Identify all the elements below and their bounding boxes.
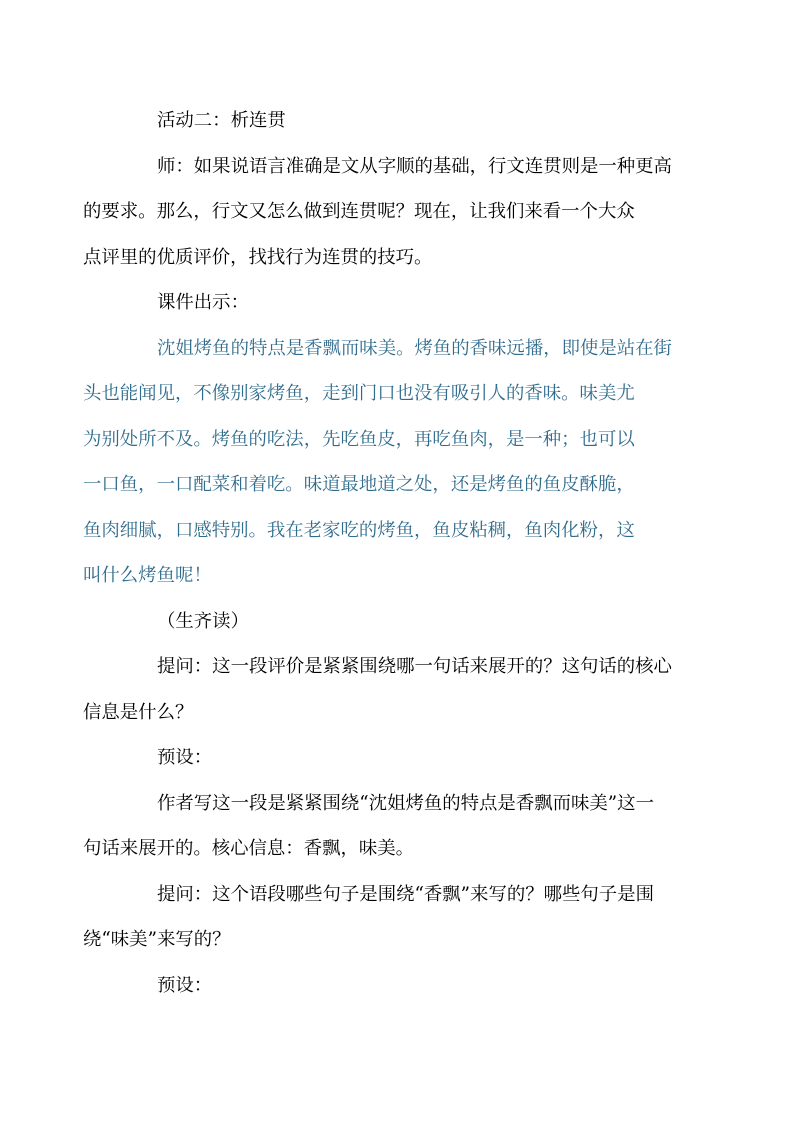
document-body bbox=[83, 98, 680, 1008]
question-1-line-1: 提问：这一段评价是紧紧围绕哪一句话来展开的？这句话的核心 bbox=[157, 656, 672, 677]
courseware-line-6: 叫什么烤鱼呢！ bbox=[83, 565, 212, 586]
preset-1-text: 预设： bbox=[157, 747, 213, 768]
teacher-line-1: 师：如果说语言准确是文从字顺的基础，行文连贯则是一种更高 bbox=[157, 155, 672, 177]
teacher-line-2: 的要求。那么，行文又怎么做到连贯呢？现在，让我们来看一个大众 bbox=[83, 201, 635, 222]
preset-2-text: 预设： bbox=[157, 974, 213, 996]
activity-heading bbox=[120, 98, 680, 144]
question-2-line-1: 提问：这个语段哪些句子是围绕“香飘”来写的？哪些句子是围 bbox=[157, 883, 654, 905]
courseware-label-text: 课件出示： bbox=[157, 292, 249, 313]
read-together-note bbox=[120, 599, 680, 645]
read-together-text: （生齐读） bbox=[157, 610, 249, 632]
courseware-paragraph bbox=[83, 326, 680, 599]
answer-1 bbox=[83, 781, 680, 872]
courseware-line-5: 鱼肉细腻，口感特别。我在老家吃的烤鱼，鱼皮粘稠，鱼肉化粉，这 bbox=[83, 519, 635, 541]
courseware-line-3: 为别处所不及。烤鱼的吃法，先吃鱼皮，再吃鱼肉，是一种；也可以 bbox=[83, 428, 635, 450]
courseware-line-4: 一口鱼，一口配菜和着吃。味道最地道之处，还是烤鱼的鱼皮酥脆， bbox=[83, 474, 635, 495]
preset-2-label bbox=[120, 963, 680, 1009]
answer-1-line-2: 句话来展开的。核心信息：香飘，味美。 bbox=[83, 838, 415, 859]
courseware-line-2: 头也能闻见，不像别家烤鱼，走到门口也没有吸引人的香味。味美尤 bbox=[83, 383, 635, 404]
courseware-line-1: 沈姐烤鱼的特点是香飘而味美。烤鱼的香味远播，即使是站在街 bbox=[157, 337, 672, 359]
question-2 bbox=[83, 872, 680, 963]
courseware-label bbox=[120, 280, 680, 326]
question-1-line-2: 信息是什么？ bbox=[83, 701, 194, 723]
question-1 bbox=[83, 644, 680, 735]
answer-1-line-1: 作者写这一段是紧紧围绕“沈姐烤鱼的特点是香飘而味美”这一 bbox=[157, 792, 654, 814]
preset-1-label bbox=[120, 735, 680, 781]
question-2-line-2: 绕“味美”来写的？ bbox=[83, 929, 231, 950]
teacher-paragraph bbox=[83, 144, 680, 281]
activity-heading-text: 活动二：析连贯 bbox=[157, 110, 286, 131]
teacher-line-3: 点评里的优质评价，找找行为连贯的技巧。 bbox=[83, 246, 433, 268]
